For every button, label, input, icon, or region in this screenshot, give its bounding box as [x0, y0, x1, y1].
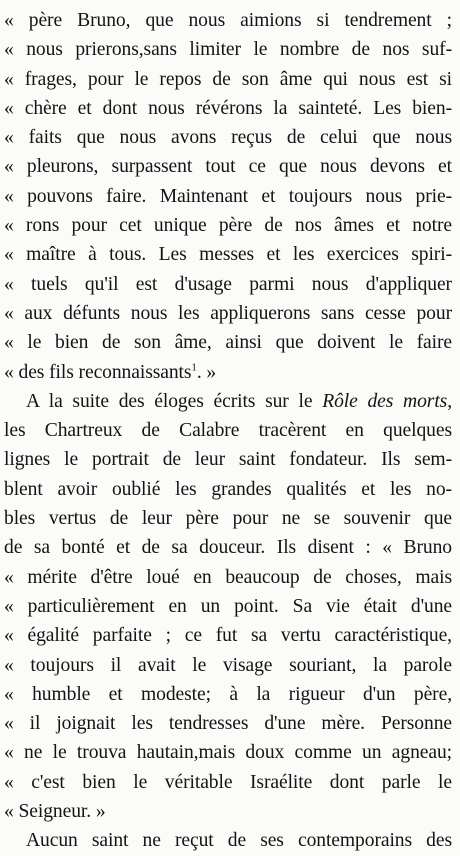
text-line-footnote-ref: [4, 358, 452, 387]
text-line: « toujours il avait le visage souriant, la parole: [4, 654, 452, 676]
text-line-paragraph-start: Aucun saint ne reçut de ses contemporains des: [26, 830, 452, 852]
text-line: « chère et dont nous révérons la sainteté. Les bien-: [4, 97, 452, 119]
text-segment: « des fils reconnaissants: [4, 361, 192, 383]
text-line: blent avoir oublié les grandes qualités et les no-: [4, 478, 452, 500]
text-line: « pouvons faire. Maintenant et toujours nous prie-: [4, 185, 452, 207]
footnote-marker: 1: [191, 361, 197, 374]
text-line: « frages, pour le repos de son âme qui nous est si: [4, 68, 452, 90]
text-line: « il joignait les tendresses d'une mère. Personne: [4, 713, 452, 735]
text-line: lignes le portrait de leur saint fondateur. Ils sem-: [4, 449, 452, 471]
text-line: « tuels qu'il est d'usage parmi nous d'appliquer: [4, 273, 452, 295]
text-line: « aux défunts nous les appliquerons sans cesse pour: [4, 302, 452, 324]
text-line: « ne le trouva hautain,mais doux comme un agneau;: [4, 742, 452, 764]
text-line: « mérite d'être loué en beaucoup de choses, mais: [4, 566, 452, 588]
italic-title: Rôle des morts: [322, 390, 448, 412]
text-line: « père Bruno, que nous aimions si tendrement ;: [4, 10, 452, 31]
text-line: « nous prierons,sans limiter le nombre de nos suf-: [4, 39, 452, 61]
text-segment: A la suite des éloges écrits sur le: [26, 390, 323, 412]
text-line: « pleurons, surpassent tout ce que nous devons et: [4, 156, 452, 178]
text-line: de sa bonté et de sa douceur. Ils disent : « Bruno: [4, 537, 452, 559]
text-line: « faits que nous avons reçus de celui que nous: [4, 127, 452, 149]
text-line: « rons pour cet unique père de nos âmes et notre: [4, 215, 452, 237]
text-line: « maître à tous. Les messes et les exercices spiri-: [4, 244, 452, 266]
text-line: « Seigneur. »: [4, 801, 106, 823]
text-line: « égalité parfaite ; ce fut sa vertu caractéristique,: [4, 625, 452, 647]
text-line: les Chartreux de Calabre tracèrent en quelques: [4, 420, 452, 442]
text-segment: ,: [447, 390, 453, 412]
text-line-paragraph-start: [4, 387, 452, 416]
text-line: « le bien de son âme, ainsi que doivent le faire: [4, 332, 452, 354]
text-line: bles vertus de leur père pour ne se souvenir que: [4, 508, 452, 530]
text-line: « c'est bien le véritable Israélite dont parle le: [4, 771, 452, 793]
text-line: « humble et modeste; à la rigueur d'un père,: [4, 683, 452, 705]
text-segment: . »: [196, 361, 217, 383]
text-line: « particulièrement en un point. Sa vie était d'une: [4, 595, 452, 617]
